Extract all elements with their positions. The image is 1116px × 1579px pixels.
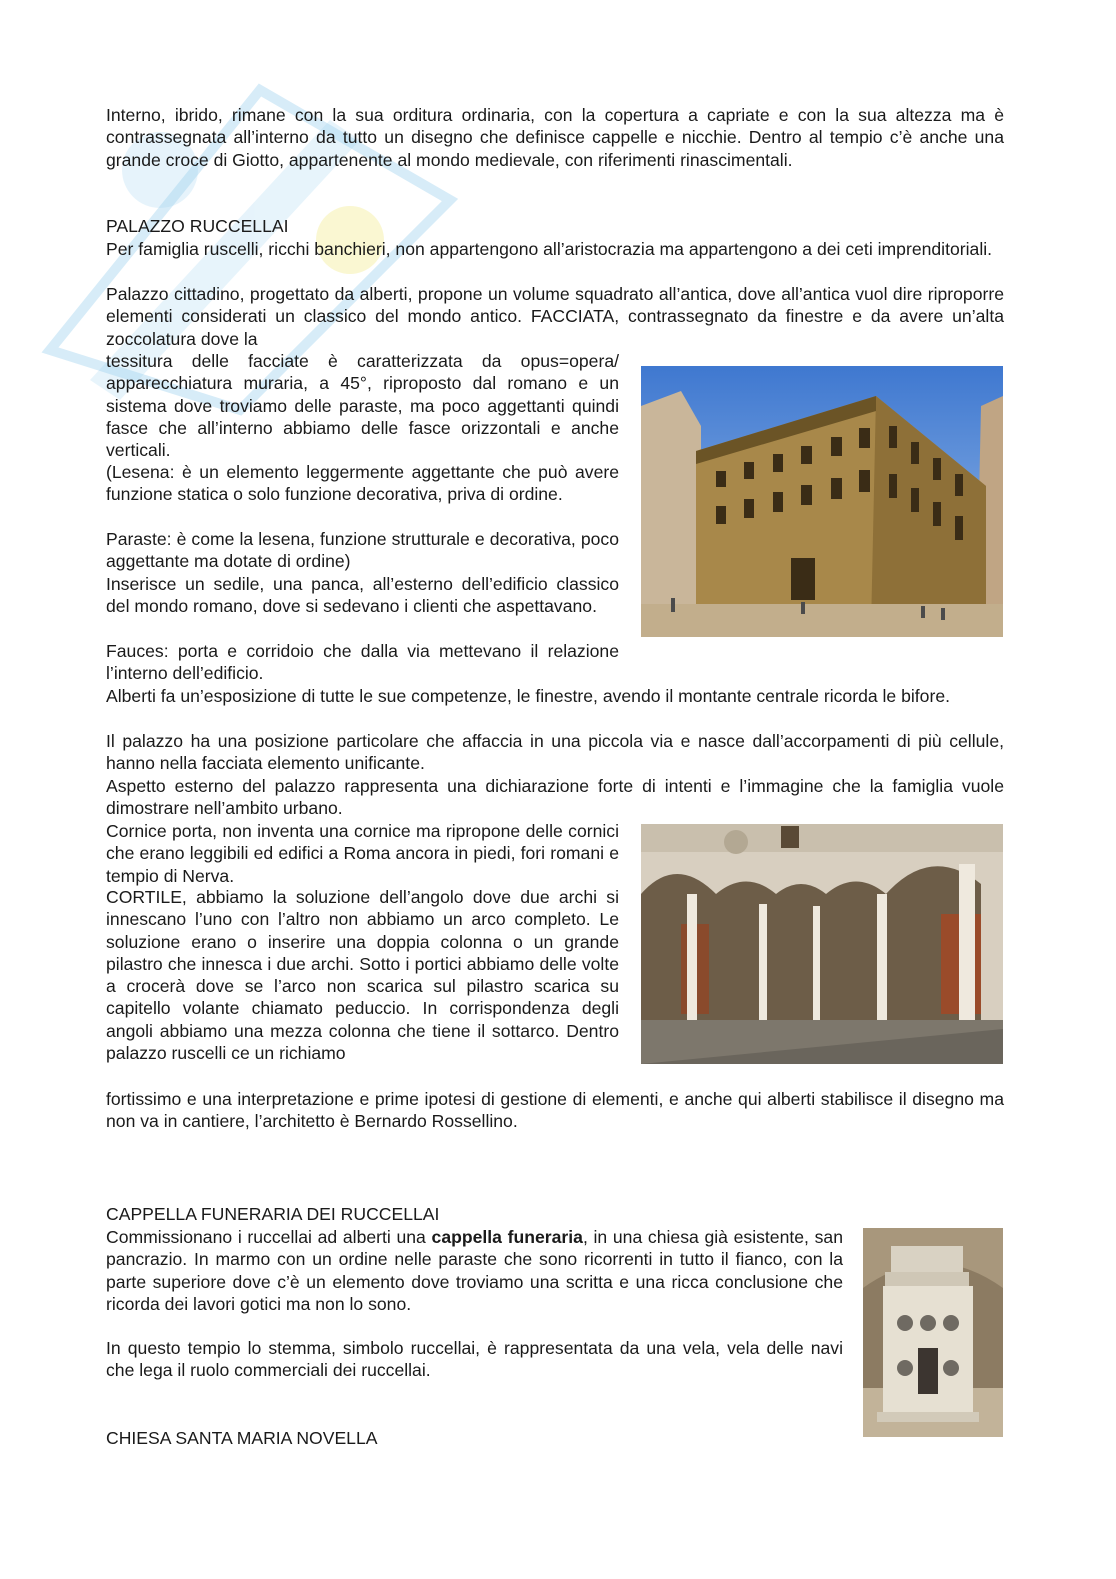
palazzo-facade-photo bbox=[641, 366, 1003, 637]
cappella-paragraph-2: In questo tempio lo stemma, simbolo ruccellai, è rappresentata da una vela, vela delle navi che lega il ruolo commerciali dei ruccellai. bbox=[106, 1338, 843, 1381]
palazzo-paragraph-7: Fauces: porta e corridoio che dalla via mettevano il relazione l’interno dell’edificio. bbox=[106, 641, 619, 684]
palazzo-paragraph-3: tessitura delle facciate è caratterizzata da opus=opera/ apparecchiatura muraria, a 45°, riproposto dal romano e un sistema dove troviamo delle paraste, ma poco aggettanti quindi fasce che all’interno abbiamo delle fasce orizzontali e anche verticali. bbox=[106, 351, 619, 461]
palazzo-paragraph-4: (Lesena: è un elemento leggermente aggettante che può avere funzione statica o solo funzione decorativa, priva di ordine. bbox=[106, 462, 619, 505]
palazzo-paragraph-12: CORTILE, abbiamo la soluzione dell’angolo dove due archi si innescano l’uno con l’altro non abbiamo un arco completo. Le soluzione erano o inserire una doppia colonna o un grande pilastro che innesca i due archi. Sotto i portici abbiamo delle volte a crocerà dove se l’arco non scarica sul pilastro scarica su capitello volante chiamato peduccio. In corrispondenza degli angoli abbiamo una mezza colonna che tiene il sottarco. Dentro palazzo ruscelli ce un richiamo bbox=[106, 887, 619, 1064]
palazzo-paragraph-13: fortissimo e una interpretazione e prime ipotesi di gestione di elementi, e anche qui alberti stabilisce il disegno ma non va in cantiere, l’architetto è Bernardo Rossellino. bbox=[106, 1089, 1004, 1132]
palazzo-paragraph-9: Il palazzo ha una posizione particolare che affaccia in una piccola via e nasce dall’accorpamenti di più cellule, hanno nella facciata elemento unificante. bbox=[106, 731, 1004, 774]
palazzo-paragraph-6: Inserisce un sedile, una panca, all’esterno dell’edificio classico del mondo romano, dove si sedevano i clienti che aspettavano. bbox=[106, 574, 619, 617]
intro-paragraph: Interno, ibrido, rimane con la sua orditura ordinaria, con la copertura a capriate e con la sua altezza ma è contrassegnata all’interno da tutto un disegno che definisce cappelle e nicchie. Dentro al tempio c’è anche una grande croce di Giotto, appartenente al mondo medievale, con riferimenti rinascimentali. bbox=[106, 105, 1004, 170]
palazzo-paragraph-1: Per famiglia ruscelli, ricchi banchieri, non appartengono all’aristocrazia ma appartengono a dei ceti imprenditoriali. bbox=[106, 239, 993, 259]
cappella-paragraph-1: Commissionano i ruccellai ad alberti una cappella funeraria, in una chiesa già esistente, san pancrazio. In marmo con un ordine nelle paraste che sono ricorrenti in tutto il fianco, con la parte superiore dove c’è un elemento dove troviamo una scritta e una ricca conclusione che ricorda dei lavori gotici ma non lo sono. bbox=[106, 1227, 843, 1314]
cappella-tempietto-photo bbox=[863, 1228, 1003, 1437]
palazzo-paragraph-2: Palazzo cittadino, progettato da alberti, propone un volume squadrato all’antica, dove all’antica vuol dire riproporre elementi considerati un classico del mondo antico. FACCIATA, contrassegnato da finestre e da avere un’alta zoccolatura dove la bbox=[106, 284, 1004, 349]
section-title-cappella: CAPPELLA FUNERARIA DEI RUCCELLAI bbox=[106, 1204, 440, 1224]
palazzo-paragraph-10: Aspetto esterno del palazzo rappresenta una dichiarazione forte di intenti e l’immagine che la famiglia vuole dimostrare nell’ambito urbano. bbox=[106, 776, 1004, 819]
cappella-funeraria-bold: cappella funeraria bbox=[431, 1227, 583, 1247]
cortile-courtyard-photo bbox=[641, 824, 1003, 1064]
palazzo-paragraph-8: Alberti fa un’esposizione di tutte le sue competenze, le finestre, avendo il montante centrale ricorda le bifore. bbox=[106, 686, 951, 706]
palazzo-paragraph-11: Cornice porta, non inventa una cornice ma ripropone delle cornici che erano leggibili ed edifici a Roma ancora in piedi, fori romani e tempio di Nerva. bbox=[106, 821, 619, 886]
palazzo-paragraph-5: Paraste: è come la lesena, funzione strutturale e decorativa, poco aggettante ma dotate di ordine) bbox=[106, 529, 619, 572]
section-title-palazzo: PALAZZO RUCCELLAI bbox=[106, 216, 289, 236]
section-title-chiesa: CHIESA SANTA MARIA NOVELLA bbox=[106, 1428, 378, 1448]
